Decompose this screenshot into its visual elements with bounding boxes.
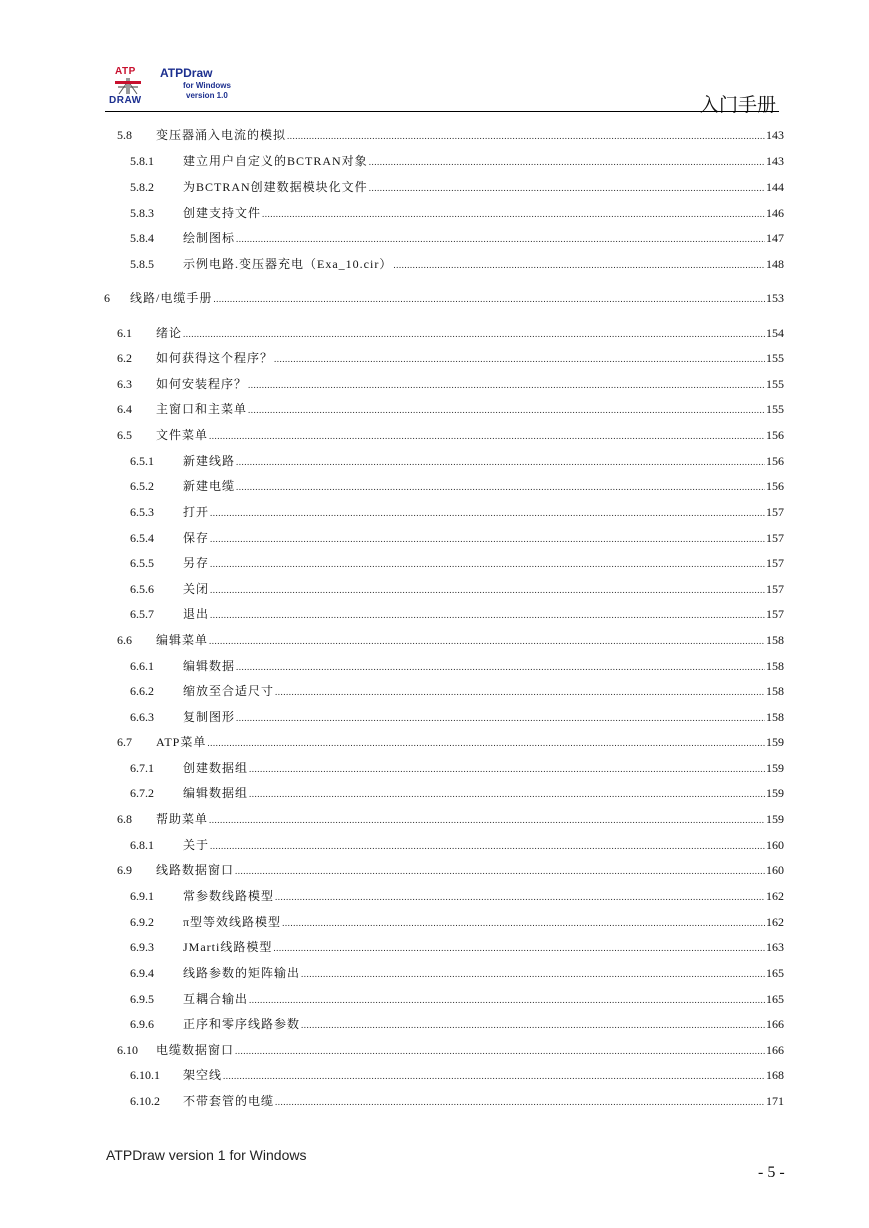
- toc-entry[interactable]: [130, 759, 784, 777]
- toc-entry-number: 6.4: [117, 402, 132, 416]
- toc-entry-page: 171: [766, 1094, 784, 1108]
- toc-dot-leader: [282, 914, 765, 932]
- toc-dot-leader: [235, 1042, 765, 1060]
- toc-entry[interactable]: [104, 289, 784, 307]
- toc-entry[interactable]: [130, 477, 784, 495]
- toc-entry-page: 153: [766, 291, 784, 305]
- toc-entry[interactable]: [130, 1015, 784, 1033]
- toc-entry-title: 创建数据组: [183, 761, 249, 775]
- toc-entry[interactable]: [130, 178, 784, 196]
- toc-entry-number: 5.8.5: [130, 257, 154, 271]
- toc-entry[interactable]: [130, 255, 784, 273]
- toc-entry-page: 158: [766, 633, 784, 647]
- toc-entry-number: 6.9.5: [130, 992, 154, 1006]
- toc-dot-leader: [262, 205, 765, 223]
- header-title: 入门手册: [699, 95, 776, 116]
- toc-entry[interactable]: [130, 657, 784, 675]
- toc-entry-number: 6.10: [117, 1043, 138, 1057]
- logo-atp-text: ATP: [115, 66, 136, 77]
- toc-dot-leader: [274, 350, 765, 368]
- toc-entry[interactable]: [117, 324, 784, 342]
- toc-entry[interactable]: [117, 631, 784, 649]
- toc-entry[interactable]: [117, 349, 784, 367]
- toc-entry[interactable]: [130, 529, 784, 547]
- toc-entry-page: 160: [766, 863, 784, 877]
- toc-entry-number: 6.3: [117, 377, 132, 391]
- toc-entry-page: 166: [766, 1043, 784, 1057]
- toc-dot-leader: [209, 632, 765, 650]
- header-rule: [105, 111, 779, 112]
- toc-entry[interactable]: [117, 1041, 784, 1059]
- toc-entry-number: 5.8: [117, 128, 132, 142]
- toc-dot-leader: [236, 478, 765, 496]
- toc-entry-number: 6.7.1: [130, 761, 154, 775]
- logo-subtitle-version: version 1.0: [186, 91, 228, 100]
- toc-entry-number: 6.2: [117, 351, 132, 365]
- toc-entry-title: π型等效线路模型: [183, 915, 282, 929]
- toc-entry-title: 绘制图标: [183, 231, 236, 245]
- toc-entry-title: 建立用户自定义的BCTRAN对象: [183, 154, 368, 168]
- toc-entry-title: 关闭: [183, 582, 210, 596]
- toc-entry-number: 6.10.2: [130, 1094, 160, 1108]
- toc-dot-leader: [236, 453, 765, 471]
- toc-entry-number: 6.5.4: [130, 531, 154, 545]
- toc-entry-page: 158: [766, 659, 784, 673]
- toc-entry[interactable]: [130, 452, 784, 470]
- toc-dot-leader: [275, 1093, 765, 1111]
- toc-entry-page: 163: [766, 940, 784, 954]
- toc-dot-leader: [210, 581, 765, 599]
- toc-entry-title: 正序和零序线路参数: [183, 1017, 301, 1031]
- toc-entry-title: 为BCTRAN创建数据模块化文件: [183, 180, 368, 194]
- toc-dot-leader: [209, 811, 765, 829]
- toc-entry-page: 157: [766, 531, 784, 545]
- toc-entry-page: 143: [766, 128, 784, 142]
- atpdraw-logo: [107, 64, 247, 110]
- toc-entry-number: 6.5.1: [130, 454, 154, 468]
- toc-entry-number: 6.6: [117, 633, 132, 647]
- toc-dot-leader: [223, 1067, 765, 1085]
- toc-entry-title: 线路/电缆手册: [130, 291, 213, 305]
- toc-entry-page: 166: [766, 1017, 784, 1031]
- toc-entry-title: 文件菜单: [156, 428, 209, 442]
- toc-entry-number: 6.9: [117, 863, 132, 877]
- toc-dot-leader: [393, 256, 765, 274]
- toc-entry-page: 157: [766, 582, 784, 596]
- toc-entry-number: 6.9.4: [130, 966, 154, 980]
- toc-entry-title: ATP菜单: [156, 735, 207, 749]
- toc-dot-leader: [236, 709, 765, 727]
- toc-entry[interactable]: [130, 990, 784, 1008]
- toc-entry-title: 帮助菜单: [156, 812, 209, 826]
- toc-entry-title: 线路数据窗口: [156, 863, 235, 877]
- toc-dot-leader: [249, 760, 765, 778]
- toc-entry-page: 158: [766, 710, 784, 724]
- toc-entry[interactable]: [117, 126, 784, 144]
- toc-dot-leader: [235, 862, 765, 880]
- toc-entry-page: 155: [766, 402, 784, 416]
- toc-entry-page: 162: [766, 889, 784, 903]
- toc-entry-title: 创建支持文件: [183, 206, 262, 220]
- toc-entry-number: 6.5: [117, 428, 132, 442]
- toc-entry[interactable]: [130, 913, 784, 931]
- toc-entry-number: 6: [104, 291, 110, 305]
- toc-entry-number: 6.9.2: [130, 915, 154, 929]
- toc-entry-title: 退出: [183, 607, 210, 621]
- toc-entry-title: 新建线路: [183, 454, 236, 468]
- pylon-icon: [113, 77, 143, 95]
- toc-entry-number: 6.5.6: [130, 582, 154, 596]
- toc-entry[interactable]: [130, 605, 784, 623]
- toc-entry-title: JMarti线路模型: [183, 940, 273, 954]
- toc-entry-page: 159: [766, 786, 784, 800]
- toc-entry-page: 155: [766, 351, 784, 365]
- toc-entry-number: 6.5.7: [130, 607, 154, 621]
- toc-entry-page: 168: [766, 1068, 784, 1082]
- toc-entry-page: 155: [766, 377, 784, 391]
- toc-entry-title: 线路参数的矩阵输出: [183, 966, 301, 980]
- toc-entry-title: 如何获得这个程序？: [156, 351, 274, 365]
- toc-entry-number: 5.8.1: [130, 154, 154, 168]
- toc-entry-title: 编辑菜单: [156, 633, 209, 647]
- toc-dot-leader: [183, 325, 765, 343]
- toc-dot-leader: [273, 939, 765, 957]
- toc-entry-title: 绪论: [156, 326, 183, 340]
- toc-entry-number: 6.5.3: [130, 505, 154, 519]
- toc-entry-number: 6.1: [117, 326, 132, 340]
- toc-entry[interactable]: [117, 733, 784, 751]
- toc-entry[interactable]: [130, 682, 784, 700]
- toc-entry[interactable]: [117, 426, 784, 444]
- toc-dot-leader: [209, 427, 765, 445]
- toc-entry-page: 156: [766, 428, 784, 442]
- toc-entry-title: 另存: [183, 556, 210, 570]
- toc-entry-page: 165: [766, 966, 784, 980]
- toc-entry[interactable]: [117, 400, 784, 418]
- toc-entry[interactable]: [130, 1066, 784, 1084]
- toc-entry-title: 不带套管的电缆: [183, 1094, 275, 1108]
- toc-entry-page: 156: [766, 454, 784, 468]
- toc-entry-number: 6.7: [117, 735, 132, 749]
- toc-entry[interactable]: [130, 580, 784, 598]
- toc-entry-number: 6.8: [117, 812, 132, 826]
- toc-entry-number: 6.9.3: [130, 940, 154, 954]
- toc-entry-title: 编辑数据: [183, 659, 236, 673]
- toc-entry-page: 146: [766, 206, 784, 220]
- toc-entry-page: 162: [766, 915, 784, 929]
- toc-entry[interactable]: [117, 375, 784, 393]
- toc-entry[interactable]: [130, 204, 784, 222]
- toc-dot-leader: [236, 658, 765, 676]
- logo-name: ATPDraw: [160, 66, 213, 80]
- toc-entry-title: 关于: [183, 838, 210, 852]
- toc-entry-title: 电缆数据窗口: [156, 1043, 235, 1057]
- toc-entry-number: 5.8.4: [130, 231, 154, 245]
- toc-dot-leader: [249, 991, 765, 1009]
- toc-dot-leader: [207, 734, 765, 752]
- toc-entry-number: 6.6.3: [130, 710, 154, 724]
- toc-dot-leader: [301, 965, 765, 983]
- toc-dot-leader: [210, 555, 765, 573]
- footer-text: ATPDraw version 1 for Windows: [106, 1147, 307, 1163]
- page-number: - 5 -: [758, 1164, 785, 1181]
- toc-entry-page: 157: [766, 556, 784, 570]
- toc-dot-leader: [210, 530, 765, 548]
- toc-dot-leader: [236, 230, 765, 248]
- toc-entry-page: 143: [766, 154, 784, 168]
- toc-dot-leader: [210, 504, 765, 522]
- toc-entry-page: 159: [766, 735, 784, 749]
- logo-subtitle-platform: for Windows: [183, 81, 231, 90]
- toc-dot-leader: [248, 401, 765, 419]
- toc-entry-title: 缩放至合适尺寸: [183, 684, 275, 698]
- toc-entry-number: 6.10.1: [130, 1068, 160, 1082]
- toc-entry-page: 159: [766, 761, 784, 775]
- toc-entry-title: 打开: [183, 505, 210, 519]
- toc-entry-number: 6.9.1: [130, 889, 154, 903]
- toc-entry[interactable]: [130, 964, 784, 982]
- toc-entry-title: 保存: [183, 531, 210, 545]
- toc-entry-number: 6.9.6: [130, 1017, 154, 1031]
- toc-entry[interactable]: [130, 503, 784, 521]
- toc-dot-leader: [210, 837, 765, 855]
- toc-dot-leader: [301, 1016, 765, 1034]
- toc-entry[interactable]: [130, 1092, 784, 1110]
- logo-draw-text: DRAW: [109, 95, 142, 106]
- toc-entry-number: 6.5.2: [130, 479, 154, 493]
- toc-dot-leader: [210, 606, 765, 624]
- toc-entry[interactable]: [130, 938, 784, 956]
- toc-entry-title: 复制图形: [183, 710, 236, 724]
- toc-entry-title: 新建电缆: [183, 479, 236, 493]
- toc-dot-leader: [369, 153, 765, 171]
- toc-entry-title: 主窗口和主菜单: [156, 402, 248, 416]
- toc-entry-page: 157: [766, 607, 784, 621]
- toc-entry-number: 6.5.5: [130, 556, 154, 570]
- toc-entry-title: 变压器涌入电流的模拟: [156, 128, 287, 142]
- toc-entry-page: 157: [766, 505, 784, 519]
- toc-dot-leader: [249, 785, 765, 803]
- toc-dot-leader: [275, 683, 765, 701]
- toc-entry[interactable]: [130, 229, 784, 247]
- toc-entry-number: 6.6.1: [130, 659, 154, 673]
- toc-entry-number: 5.8.3: [130, 206, 154, 220]
- toc-dot-leader: [275, 888, 765, 906]
- toc-dot-leader: [369, 179, 765, 197]
- toc-entry-page: 159: [766, 812, 784, 826]
- toc-entry[interactable]: [130, 836, 784, 854]
- toc-entry[interactable]: [117, 810, 784, 828]
- toc-entry-title: 常参数线路模型: [183, 889, 275, 903]
- toc-entry[interactable]: [130, 784, 784, 802]
- toc-entry[interactable]: [130, 708, 784, 726]
- toc-entry-title: 示例电路.变压器充电（Exa_10.cir）: [183, 257, 393, 271]
- toc-entry-page: 148: [766, 257, 784, 271]
- toc-entry-page: 165: [766, 992, 784, 1006]
- toc-dot-leader: [213, 290, 765, 308]
- toc-entry[interactable]: [130, 887, 784, 905]
- toc-entry-page: 156: [766, 479, 784, 493]
- toc-entry-page: 160: [766, 838, 784, 852]
- toc-entry-title: 互耦合输出: [183, 992, 249, 1006]
- toc-entry-number: 6.8.1: [130, 838, 154, 852]
- toc-dot-leader: [248, 376, 765, 394]
- toc-entry[interactable]: [130, 152, 784, 170]
- toc-entry-number: 5.8.2: [130, 180, 154, 194]
- toc-entry-title: 编辑数据组: [183, 786, 249, 800]
- toc-entry[interactable]: [117, 861, 784, 879]
- toc-entry-page: 144: [766, 180, 784, 194]
- toc-dot-leader: [287, 127, 765, 145]
- toc-entry[interactable]: [130, 554, 784, 572]
- toc-entry-number: 6.6.2: [130, 684, 154, 698]
- toc-entry-page: 158: [766, 684, 784, 698]
- toc-entry-number: 6.7.2: [130, 786, 154, 800]
- toc-entry-title: 如何安装程序？: [156, 377, 248, 391]
- toc-entry-page: 154: [766, 326, 784, 340]
- toc-entry-title: 架空线: [183, 1068, 223, 1082]
- toc-entry-page: 147: [766, 231, 784, 245]
